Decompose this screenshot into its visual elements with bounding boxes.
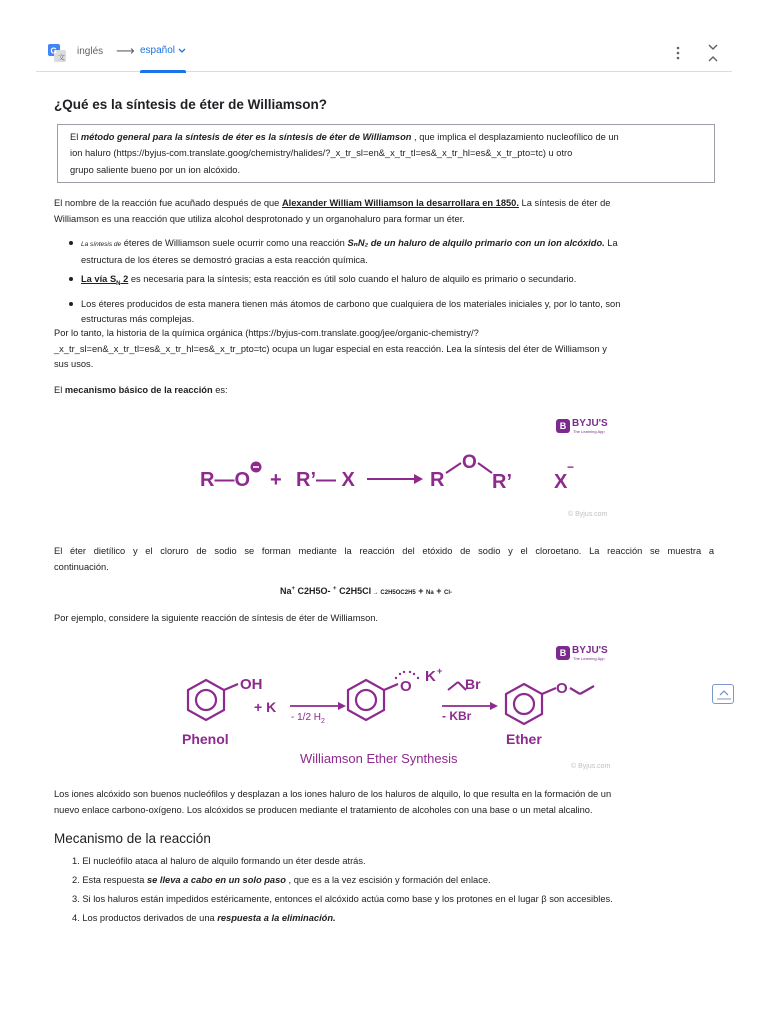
svg-text:R’: R’: [492, 471, 512, 493]
svg-text:+: +: [437, 666, 443, 676]
leaving-group: X: [554, 471, 568, 493]
collapse-icon[interactable]: [706, 42, 720, 64]
list-item: La vía $S_N$ 2 es necesaria para la síntesis; esta reacción es útil solo cuando el haluro de alquilo es primario o secundario.: [54, 272, 714, 292]
ether-ring-icon: [506, 684, 594, 724]
svg-text:- 1/2 H2: - 1/2 $H_2$: [291, 712, 325, 725]
translate-toolbar: [36, 36, 732, 72]
more-options-icon[interactable]: [673, 45, 683, 61]
svg-text:文: 文: [58, 54, 65, 62]
list-item: Los éteres producidos de esta manera tienen más átomos de carbono que cualquiera de los materiales iniciales y, por lo tanto, son estructuras más complejas.: [54, 297, 714, 328]
svg-text:Br: Br: [465, 676, 481, 692]
paragraph-alkoxides: Los iones alcóxido son buenos nucleófilos y desplazan a los iones haluro de los haluros de alquilo, lo que resulta en la formación de un nuevo enlace carbono-oxígeno. Los alcóxidos se producen mediante el tratamiento de alcoholes con una base o un metal alcalino.: [54, 789, 612, 815]
active-tab-indicator: [140, 70, 186, 73]
organic-chemistry-link[interactable]: Por lo tanto, la historia de la química orgánica (https://byjus-com.translate.goog/jee/organic-chemistry/?: [54, 328, 479, 338]
paragraph-diethyl-ether: El éter dietílico y el cloruro de sodio se forman mediante la reacción del etóxido de sodio y el cloroetano. La reacción se muestra a continuación.: [54, 546, 714, 572]
phenol-label: Phenol: [182, 731, 229, 747]
paragraph-mechanism-intro: El mecanismo básico de la reacción es:: [54, 385, 228, 395]
target-language: español: [140, 45, 176, 56]
byjus-logo: B BYJU'S The Learning App: [556, 646, 614, 662]
copyright-text: © Byjus.com: [568, 511, 608, 518]
list-item: La síntesis de éteres de Williamson suele ocurrir como una reacción SₙN₂ de un haluro de alquilo primario con un ion alcóxido. La estructura de los éteres se demostró gracias a esta reacción química.: [54, 236, 714, 268]
williamson-synthesis-figure: [176, 664, 616, 772]
source-language[interactable]: inglés: [77, 46, 104, 57]
list-item: 1. El nucleófilo ataca al haluro de alquilo formando un éter desde atrás.: [72, 856, 366, 866]
arrow-icon: ⟶: [116, 43, 135, 58]
paragraph-organic-chemistry: Por lo tanto, la historia de la química orgánica (https://byjus-com.translate.goog/jee/organic-chemistry/? _x_tr_sl=en&_x_tr_tl=es&_x_tr_hl=es&_x_tr_pto=tc) ocupa un lugar especial en esta reacción. Lea la síntesis del éter de Williamson y sus usos.: [54, 326, 714, 373]
page-title: ¿Qué es la síntesis de éter de Williamson?: [54, 97, 327, 112]
phenoxide-ring-icon: [348, 680, 398, 720]
svg-text:G: G: [50, 46, 57, 56]
google-translate-icon[interactable]: [48, 44, 66, 62]
figure-caption: Williamson Ether Synthesis: [300, 751, 458, 766]
svg-text:OH: OH: [240, 676, 263, 693]
list-item: 4. Los productos derivados de una respuesta a la eliminación.: [72, 913, 336, 924]
mechanism-figure: [190, 445, 590, 505]
steps-list: [54, 854, 724, 930]
svg-text:−: −: [567, 460, 575, 474]
chevron-up-icon: [713, 685, 735, 705]
target-language-tab[interactable]: [140, 36, 186, 72]
svg-text:R: R: [430, 469, 445, 491]
svg-text:+ K: + K: [254, 699, 277, 715]
ether-label: Ether: [506, 731, 542, 747]
reactant-alkoxide: R—O: [200, 469, 250, 491]
chevron-down-icon: [178, 48, 186, 54]
paragraph-history: El nombre de la reacción fue acuñado después de que Alexander William Williamson la desarrollara en 1850. La síntesis de éter de Williamson es una reacción que utiliza alcohol desprotonado y un organohaluro para formar un éter.: [54, 198, 611, 224]
svg-text:O: O: [462, 452, 477, 473]
williamson-link[interactable]: Alexander William Williamson la desarrollara en 1850.: [281, 198, 519, 208]
quote-link-text[interactable]: ion haluro (https://byjus-com.translate.goog/chemistry/halides/?_x_tr_sl=en&_x_tr_tl=es&_x_tr_hl=es&_x_tr_pto=tc) u otro: [70, 148, 573, 159]
paragraph-example: Por ejemplo, considere la siguiente reacción de síntesis de éter de Williamson.: [54, 613, 379, 623]
phenol-ring-icon: [188, 680, 238, 720]
list-item: 3. Si los haluros están impedidos estéricamente, entonces el alcóxido actúa como base y los protones en el lugar β son accesibles.: [72, 894, 613, 905]
bullet-list: [54, 236, 714, 332]
byjus-logo: B BYJU'S The Learning App: [556, 419, 614, 435]
svg-text:- KBr: - KBr: [442, 709, 472, 723]
svg-text:+: +: [270, 469, 282, 491]
section-heading: Mecanismo de la reacción: [54, 831, 211, 846]
svg-text:O: O: [556, 680, 568, 697]
reactant-alkyl-halide: R’— X: [296, 469, 355, 491]
definition-quote: El método general para la síntesis de éter es la síntesis de éter de Williamson , que implica el desplazamiento nucleofílico de un ion haluro (https://byjus-com.translate.goog/chemistry/halides/?_x_tr_sl=en&_x_tr_tl=es&_x_tr_hl=es&_x_tr_pto=tc) u otro grupo saliente bueno por un ion alcóxido.: [57, 124, 715, 183]
list-item: 2. Esta respuesta se lleva a cabo en un solo paso , que es a la vez escisión y formación del enlace.: [72, 875, 491, 886]
svg-text:O: O: [400, 678, 412, 695]
svg-text:K: K: [425, 668, 436, 685]
scroll-to-top-button[interactable]: [712, 684, 734, 704]
quote-emphasis: método general para la síntesis de éter es la síntesis de éter de Williamson: [80, 132, 412, 142]
sn2-link[interactable]: La vía $S_N$ 2: [81, 274, 129, 288]
copyright-text: © Byjus.com: [571, 763, 611, 770]
reaction-equation: Na+ C2H5O- + C2H5Cl → C2H5OC2H5 + Na + Cl-: [280, 586, 452, 596]
